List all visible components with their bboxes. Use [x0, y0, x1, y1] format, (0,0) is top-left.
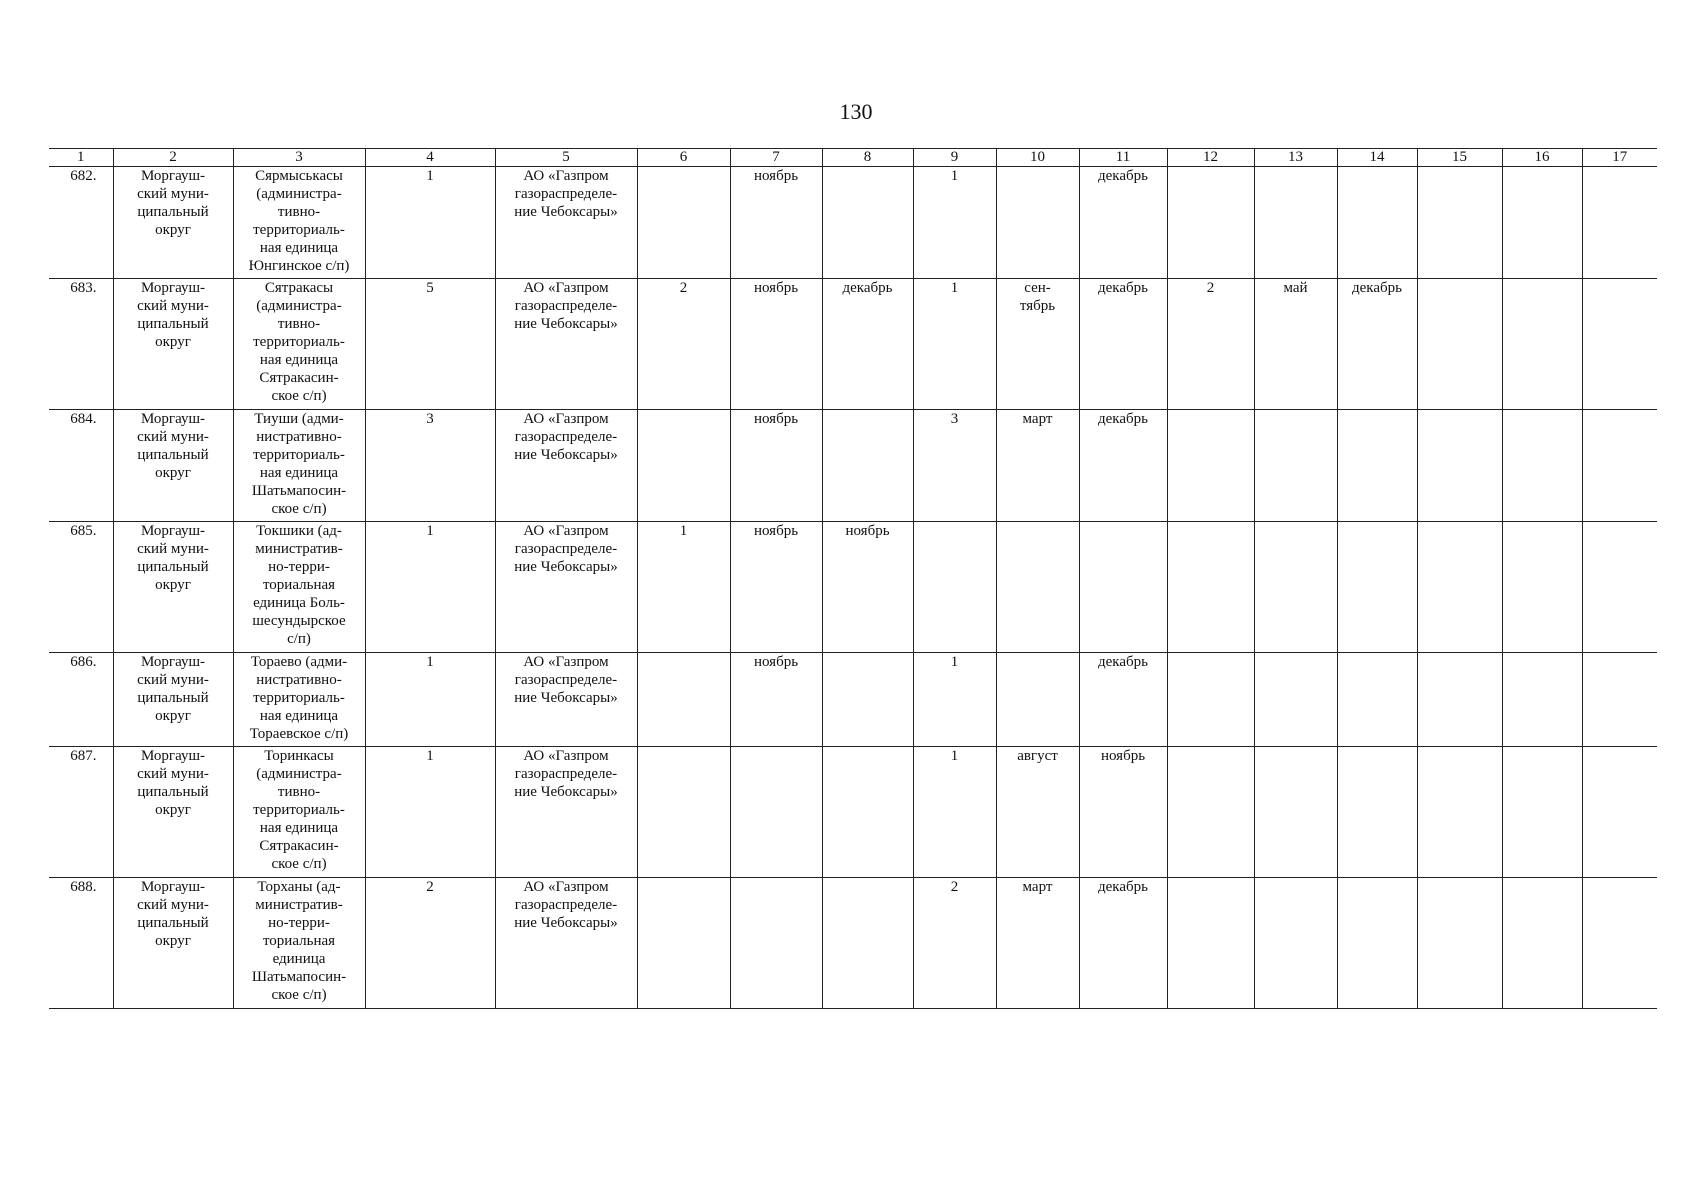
table-cell-col-4: 1 [365, 522, 495, 653]
table-cell-col-4: 1 [365, 653, 495, 747]
table-row [49, 522, 1657, 653]
table-cell-col-8 [822, 878, 913, 1009]
table-cell-col-2: Моргауш- ский муни- ципальный округ [113, 747, 233, 878]
table-cell-col-14 [1337, 167, 1417, 279]
table-cell-col-12: 2 [1167, 279, 1254, 410]
table-cell-col-2: Моргауш- ский муни- ципальный округ [113, 279, 233, 410]
table-cell-col-4: 2 [365, 878, 495, 1009]
table-cell-col-15 [1417, 279, 1502, 410]
table-cell-col-7 [730, 747, 822, 878]
table-cell-col-10: март [996, 878, 1079, 1009]
table-cell-col-16 [1502, 878, 1582, 1009]
table-cell-col-16 [1502, 522, 1582, 653]
table-cell-col-13 [1254, 747, 1337, 878]
column-header-5: 5 [495, 149, 637, 167]
column-header-8: 8 [822, 149, 913, 167]
table-row [49, 653, 1657, 747]
table-cell-col-10 [996, 522, 1079, 653]
column-header-3: 3 [233, 149, 365, 167]
header-row [49, 149, 1657, 167]
table-cell-col-5: АО «Газпром газораспределе- ние Чебоксары» [495, 747, 637, 878]
table-row [49, 167, 1657, 279]
table-cell-col-13 [1254, 653, 1337, 747]
table-cell-col-6: 2 [637, 279, 730, 410]
column-header-10: 10 [996, 149, 1079, 167]
table-cell-col-3: Тиуши (адми- нистративно- территориаль- ная единица Шатьмапосин- ское с/п) [233, 410, 365, 522]
column-header-4: 4 [365, 149, 495, 167]
table-cell-col-11: декабрь [1079, 653, 1167, 747]
table-row [49, 878, 1657, 1009]
column-header-15: 15 [1417, 149, 1502, 167]
table-cell-col-6 [637, 747, 730, 878]
table-cell-col-11: декабрь [1079, 878, 1167, 1009]
column-header-14: 14 [1337, 149, 1417, 167]
page-number: 130 [839, 99, 873, 124]
table-cell-col-12 [1167, 410, 1254, 522]
table-cell-col-14 [1337, 410, 1417, 522]
table-cell-col-3: Сятракасы (администра- тивно- территориаль- ная единица Сятракасин- ское с/п) [233, 279, 365, 410]
table-cell-col-14 [1337, 747, 1417, 878]
table-cell-col-12 [1167, 522, 1254, 653]
table-cell-col-3: Торинкасы (администра- тивно- территориаль- ная единица Сятракасин- ское с/п) [233, 747, 365, 878]
table-cell-col-14 [1337, 653, 1417, 747]
table-cell-col-2: Моргауш- ский муни- ципальный округ [113, 167, 233, 279]
table-cell-col-6 [637, 167, 730, 279]
table-cell-col-15 [1417, 410, 1502, 522]
table-cell-col-5: АО «Газпром газораспределе- ние Чебоксары» [495, 410, 637, 522]
table-cell-col-12 [1167, 878, 1254, 1009]
table-cell-col-16 [1502, 410, 1582, 522]
table-cell-col-5: АО «Газпром газораспределе- ние Чебоксары» [495, 522, 637, 653]
table-cell-col-16 [1502, 653, 1582, 747]
table-cell-col-1: 682. [49, 167, 113, 279]
table-cell-col-7: ноябрь [730, 653, 822, 747]
table-cell-col-7: ноябрь [730, 167, 822, 279]
table-row [49, 747, 1657, 878]
table-cell-col-5: АО «Газпром газораспределе- ние Чебоксары» [495, 878, 637, 1009]
column-header-2: 2 [113, 149, 233, 167]
table-cell-col-2: Моргауш- ский муни- ципальный округ [113, 653, 233, 747]
table-cell-col-9: 1 [913, 653, 996, 747]
table-cell-col-12 [1167, 653, 1254, 747]
table-cell-col-7: ноябрь [730, 410, 822, 522]
table-cell-col-6 [637, 410, 730, 522]
table-cell-col-13 [1254, 410, 1337, 522]
table-cell-col-16 [1502, 279, 1582, 410]
table-cell-col-10 [996, 653, 1079, 747]
table-cell-col-5: АО «Газпром газораспределе- ние Чебоксары» [495, 653, 637, 747]
table-cell-col-13 [1254, 167, 1337, 279]
table-cell-col-12 [1167, 167, 1254, 279]
table-cell-col-6 [637, 878, 730, 1009]
table-cell-col-1: 683. [49, 279, 113, 410]
table-cell-col-5: АО «Газпром газораспределе- ние Чебоксары» [495, 167, 637, 279]
table-body [49, 167, 1657, 1009]
table-cell-col-8: ноябрь [822, 522, 913, 653]
table-cell-col-3: Токшики (ад- министратив- но-терри- ториальная единица Боль- шесундырское с/п) [233, 522, 365, 653]
table-cell-col-8 [822, 410, 913, 522]
table-cell-col-11 [1079, 522, 1167, 653]
column-header-17: 17 [1582, 149, 1657, 167]
table-cell-col-4: 1 [365, 167, 495, 279]
table-cell-col-13 [1254, 878, 1337, 1009]
table-cell-col-2: Моргауш- ский муни- ципальный округ [113, 410, 233, 522]
table-cell-col-9: 1 [913, 167, 996, 279]
table-cell-col-3: Сярмыськасы (администра- тивно- территориаль- ная единица Юнгинское с/п) [233, 167, 365, 279]
table-cell-col-17 [1582, 167, 1657, 279]
table-cell-col-7: ноябрь [730, 279, 822, 410]
table-cell-col-9: 1 [913, 747, 996, 878]
table-cell-col-11: декабрь [1079, 279, 1167, 410]
table-cell-col-9: 3 [913, 410, 996, 522]
table-cell-col-8 [822, 747, 913, 878]
table-cell-col-12 [1167, 747, 1254, 878]
table-cell-col-17 [1582, 410, 1657, 522]
table-cell-col-15 [1417, 878, 1502, 1009]
table-cell-col-17 [1582, 878, 1657, 1009]
table-cell-col-3: Тораево (адми- нистративно- территориаль- ная единица Тораевское с/п) [233, 653, 365, 747]
table-cell-col-9: 2 [913, 878, 996, 1009]
table-cell-col-1: 687. [49, 747, 113, 878]
table-cell-col-1: 686. [49, 653, 113, 747]
table-cell-col-3: Торханы (ад- министратив- но-терри- ториальная единица Шатьмапосин- ское с/п) [233, 878, 365, 1009]
table-cell-col-1: 684. [49, 410, 113, 522]
table-cell-col-14: декабрь [1337, 279, 1417, 410]
column-header-6: 6 [637, 149, 730, 167]
table-row [49, 279, 1657, 410]
table-cell-col-15 [1417, 653, 1502, 747]
table-cell-col-13 [1254, 522, 1337, 653]
table-cell-col-9: 1 [913, 279, 996, 410]
table-cell-col-8 [822, 653, 913, 747]
table-cell-col-8 [822, 167, 913, 279]
table-cell-col-17 [1582, 653, 1657, 747]
table-cell-col-10: март [996, 410, 1079, 522]
table-row [49, 410, 1657, 522]
table-cell-col-5: АО «Газпром газораспределе- ние Чебоксары» [495, 279, 637, 410]
table-cell-col-7: ноябрь [730, 522, 822, 653]
table-cell-col-17 [1582, 747, 1657, 878]
table-cell-col-17 [1582, 522, 1657, 653]
table-cell-col-14 [1337, 878, 1417, 1009]
table-cell-col-13: май [1254, 279, 1337, 410]
column-header-1: 1 [49, 149, 113, 167]
table-cell-col-17 [1582, 279, 1657, 410]
table-cell-col-10: сен- тябрь [996, 279, 1079, 410]
table-cell-col-10: август [996, 747, 1079, 878]
table-cell-col-11: ноябрь [1079, 747, 1167, 878]
table-cell-col-16 [1502, 167, 1582, 279]
table-cell-col-2: Моргауш- ский муни- ципальный округ [113, 878, 233, 1009]
table-cell-col-10 [996, 167, 1079, 279]
column-header-16: 16 [1502, 149, 1582, 167]
table-cell-col-15 [1417, 522, 1502, 653]
column-header-12: 12 [1167, 149, 1254, 167]
table-header [49, 149, 1657, 167]
table-cell-col-11: декабрь [1079, 410, 1167, 522]
column-header-13: 13 [1254, 149, 1337, 167]
table-cell-col-4: 3 [365, 410, 495, 522]
table-cell-col-11: декабрь [1079, 167, 1167, 279]
table-cell-col-15 [1417, 167, 1502, 279]
table-cell-col-1: 688. [49, 878, 113, 1009]
table-cell-col-14 [1337, 522, 1417, 653]
schedule-table [49, 148, 1657, 1009]
table-cell-col-2: Моргауш- ский муни- ципальный округ [113, 522, 233, 653]
table-cell-col-16 [1502, 747, 1582, 878]
table-cell-col-15 [1417, 747, 1502, 878]
column-header-11: 11 [1079, 149, 1167, 167]
table-cell-col-9 [913, 522, 996, 653]
table-cell-col-6 [637, 653, 730, 747]
table-cell-col-8: декабрь [822, 279, 913, 410]
table-cell-col-1: 685. [49, 522, 113, 653]
table-cell-col-4: 5 [365, 279, 495, 410]
table-cell-col-6: 1 [637, 522, 730, 653]
table-cell-col-7 [730, 878, 822, 1009]
column-header-7: 7 [730, 149, 822, 167]
column-header-9: 9 [913, 149, 996, 167]
table-cell-col-4: 1 [365, 747, 495, 878]
